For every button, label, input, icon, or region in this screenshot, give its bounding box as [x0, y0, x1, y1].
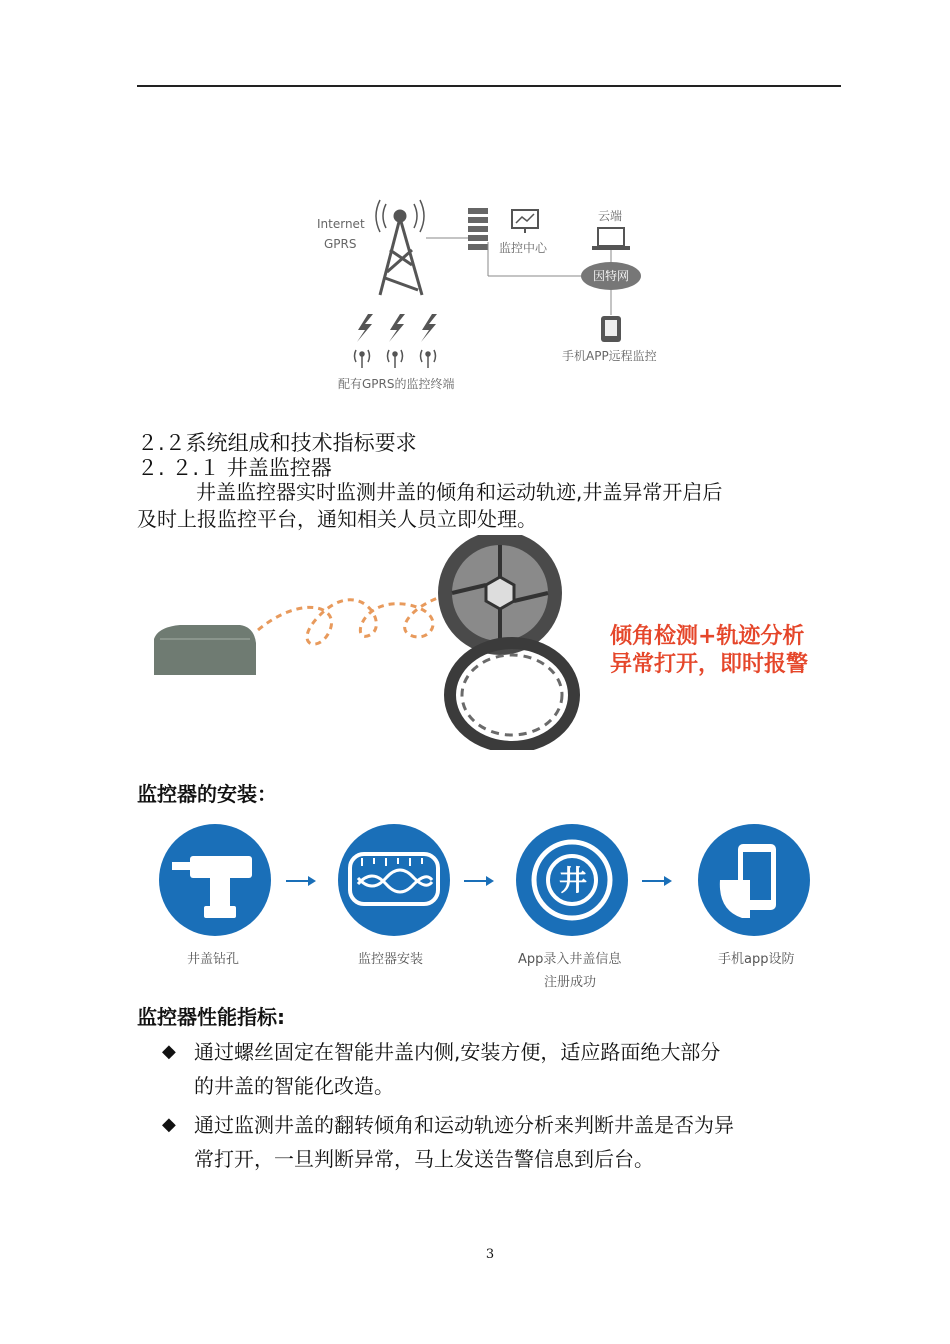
bullet-2-line-1: 通过监测井盖的翻转倾角和运动轨迹分析来判断井盖是否为异	[194, 1113, 734, 1137]
step-3-label-2: 注册成功	[544, 975, 597, 990]
tower-icon	[376, 200, 424, 295]
diamond-bullet-icon: ◆	[162, 1041, 176, 1062]
manhole-cover-image	[438, 535, 574, 747]
performance-title: 监控器性能指标:	[137, 1005, 285, 1029]
step-3-label: App录入井盖信息	[518, 952, 622, 967]
trajectory-path	[258, 593, 470, 644]
step-app-register	[516, 824, 628, 936]
bullet-1-line-2: 的井盖的智能化改造。	[194, 1074, 394, 1098]
heading-2-2: ２.２系统组成和技术指标要求	[137, 431, 417, 455]
monitor-icon	[512, 210, 538, 233]
install-title: 监控器的安装：	[137, 782, 277, 806]
header-rule	[137, 85, 841, 87]
bullet-2-line-2: 常打开，一旦判断异常，马上发送告警信息到后台。	[194, 1147, 654, 1171]
step-install	[338, 824, 450, 936]
step-drill	[159, 824, 271, 936]
laptop-icon	[592, 228, 630, 250]
cloud-label: 云端	[598, 209, 623, 223]
product-figure	[150, 535, 830, 750]
antenna-icon	[355, 350, 436, 368]
heading-2-2-1: ２. ２.１ 井盖监控器	[137, 456, 332, 480]
network-diagram	[300, 190, 690, 405]
step-phone-arm	[698, 824, 810, 936]
internet-label: Internet	[317, 217, 365, 231]
promo-line-2: 异常打开，即时报警	[610, 652, 809, 677]
paragraph-line-1: 井盖监控器实时监测井盖的倾角和运动轨迹,井盖异常开启后	[196, 480, 723, 504]
internet-node-label: 因特网	[593, 269, 630, 283]
step-1-label: 井盖钻孔	[187, 952, 240, 967]
paragraph-line-2: 及时上报监控平台，通知相关人员立即处理。	[137, 507, 537, 531]
terminals-label: 配有GPRS的监控终端	[338, 377, 455, 391]
monitor-center-label: 监控中心	[499, 241, 548, 255]
bullet-item-2	[162, 1108, 852, 1178]
diamond-bullet-icon: ◆	[162, 1114, 176, 1135]
monitor-device-image	[150, 621, 258, 677]
phone-app-label: 手机APP远程监控	[562, 349, 657, 363]
svg-text:井: 井	[559, 864, 588, 897]
step-2-label: 监控器安装	[358, 952, 424, 967]
install-steps-diagram	[150, 820, 830, 1000]
promo-line-1: 倾角检测+轨迹分析	[610, 624, 805, 649]
page-number: 3	[485, 1247, 495, 1262]
firewall-icon	[468, 208, 488, 250]
gprs-label: GPRS	[324, 237, 357, 251]
phone-icon	[601, 316, 621, 342]
bullet-1-line-1: 通过螺丝固定在智能井盖内侧,安装方便，适应路面绝大部分	[194, 1040, 721, 1064]
bullet-item-1	[162, 1035, 852, 1105]
lightning-icon	[357, 314, 437, 342]
step-4-label: 手机app设防	[718, 952, 795, 967]
